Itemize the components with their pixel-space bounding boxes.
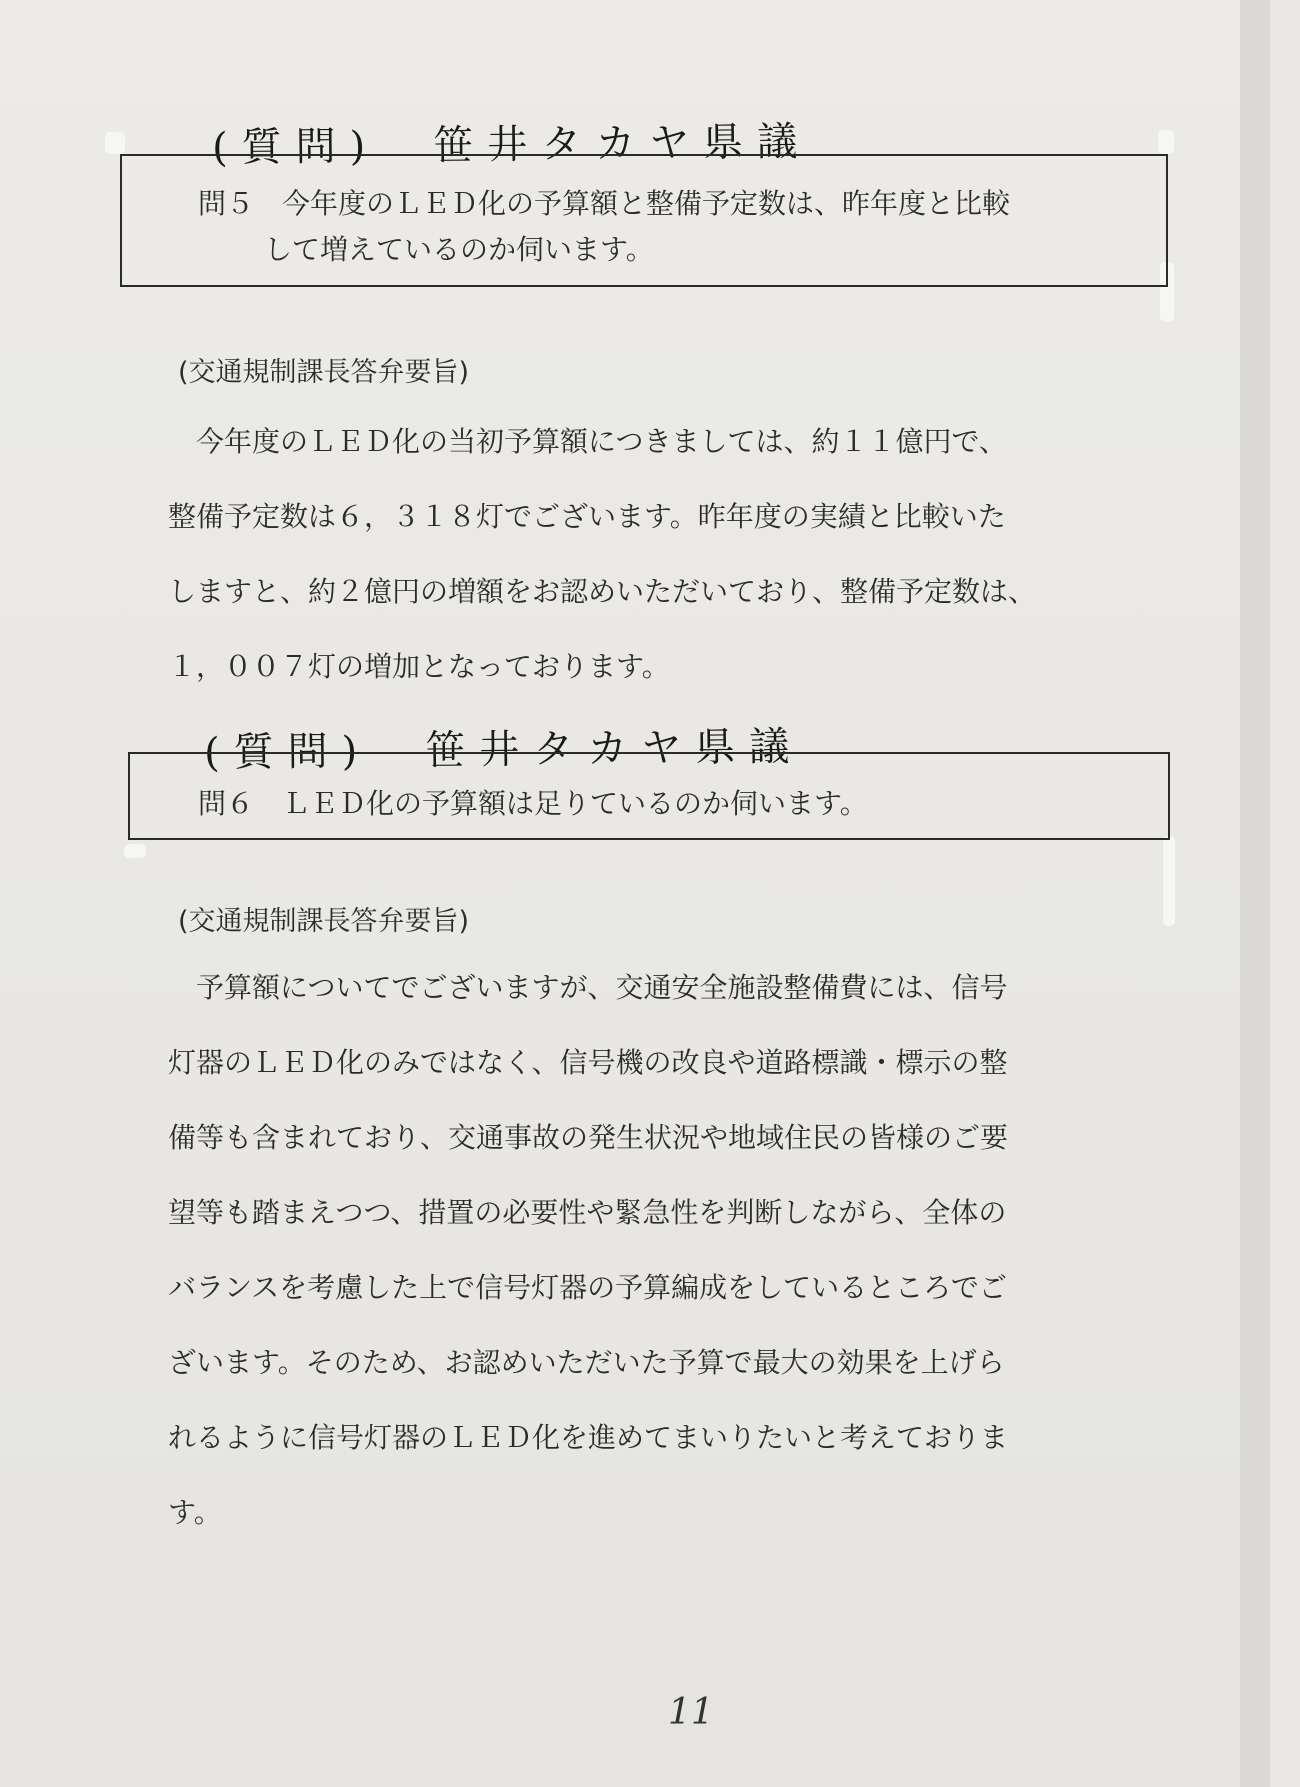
a6-line: れるように信号灯器のＬＥＤ化を進めてまいりたいと考えておりま [168,1421,1009,1454]
q6-line: 問６ ＬＥＤ化の予算額は足りているのか伺います。 [198,787,868,820]
a5-line: しますと、約２億円の増額をお認めいただいており、整備予定数は、 [168,575,1037,608]
q5-line: して増えているのか伺います。 [264,233,654,266]
a6-line: ざいます。そのため、お認めいただいた予算で最大の効果を上げら [168,1346,1005,1379]
a6-line: バランスを考慮した上で信号灯器の予算編成をしているところでご [168,1271,1007,1304]
a5-paragraph [168,404,1036,704]
scan-edge [1240,0,1270,1787]
a6-label: (交通規制課長答弁要旨) [178,906,470,937]
whiteout-mark [105,132,125,154]
whiteout-mark [124,844,146,858]
a6-line: 予算額についてでございますが、交通安全施設整備費には、信号 [168,971,1008,1004]
a5-label: (交通規制課長答弁要旨) [178,357,470,388]
a6-line: 望等も踏まえつつ、措置の必要性や緊急性を判断しながら、全体の [168,1196,1007,1229]
a6-line: す。 [168,1496,222,1529]
a5-line: １，００７灯の増加となっております。 [168,650,670,683]
page-number: 11 [668,1692,714,1733]
a5-line: 今年度のＬＥＤ化の当初予算額につきましては、約１１億円で、 [168,425,1007,458]
q5-text [198,181,1010,273]
q6-text [198,781,868,827]
a5-line: 整備予定数は６，３１８灯でございます。昨年度の実績と比較いた [168,500,1006,533]
q6-handwritten-header: (質問) 笹井タカヤ県議 [203,723,804,777]
a6-paragraph [168,950,1008,1550]
whiteout-mark [1158,130,1174,154]
a6-line: 灯器のＬＥＤ化のみではなく、信号機の改良や道路標識・標示の整 [168,1046,1008,1079]
whiteout-mark [1163,836,1175,926]
a6-line: 備等も含まれており、交通事故の発生状況や地域住民の皆様のご要 [168,1121,1009,1154]
q5-handwritten-header: (質問) 笹井タカヤ県議 [211,118,812,172]
q5-line: 問５ 今年度のＬＥＤ化の予算額と整備予定数は、昨年度と比較 [198,187,1011,220]
